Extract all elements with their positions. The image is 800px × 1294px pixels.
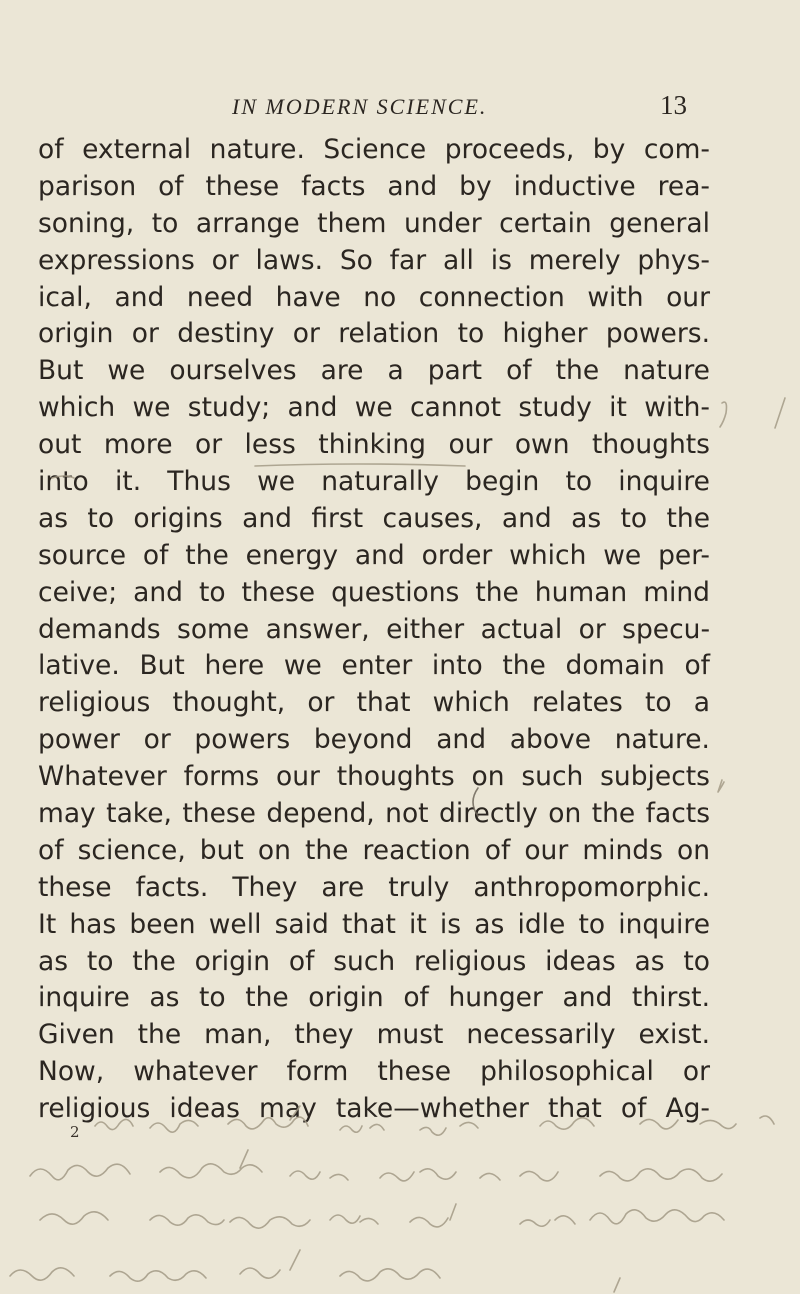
text-line: religious ideas may take—whether that of Ag- bbox=[38, 1093, 710, 1125]
text-line: parison of these facts and by inductive rea- bbox=[38, 170, 710, 202]
text-line: Given the man, they must necessarily exist. bbox=[38, 1019, 710, 1051]
text-line: ical, and need have no connection with our bbox=[38, 281, 710, 313]
text-line: It has been well said that it is as idle to inquire bbox=[38, 908, 710, 940]
text-line: into it. Thus we naturally begin to inquire bbox=[38, 466, 710, 498]
text-line: out more or less thinking our own thoughts bbox=[38, 429, 710, 461]
text-line: of science, but on the reaction of our minds on bbox=[38, 834, 710, 866]
text-line: may take, these depend, not directly on the facts bbox=[38, 798, 710, 830]
text-line: lative. But here we enter into the domain of bbox=[38, 650, 710, 682]
page-number: 13 bbox=[660, 90, 687, 120]
text-line: But we ourselves are a part of the nature bbox=[38, 355, 710, 387]
text-line: power or powers beyond and above nature. bbox=[38, 724, 710, 756]
text-line: these facts. They are truly anthropomorphic. bbox=[38, 871, 710, 903]
text-line: expressions or laws. So far all is merely phys- bbox=[38, 244, 710, 276]
text-line: ceive; and to these questions the human mind bbox=[38, 576, 710, 608]
text-line: inquire as to the origin of hunger and thirst. bbox=[38, 982, 710, 1014]
running-head: IN MODERN SCIENCE. bbox=[232, 94, 488, 119]
text-line: religious thought, or that which relates to a bbox=[38, 687, 710, 719]
text-line: of external nature. Science proceeds, by com- bbox=[38, 134, 710, 165]
text-line: Now, whatever form these philosophical or bbox=[38, 1056, 710, 1088]
text-line: origin or destiny or relation to higher powers. bbox=[38, 318, 710, 350]
text-line: as to the origin of such religious ideas as to bbox=[38, 945, 710, 977]
text-line: demands some answer, either actual or specu- bbox=[38, 613, 710, 645]
text-line: as to origins and first causes, and as to the bbox=[38, 502, 710, 534]
text-line: Whatever forms our thoughts on such subjects bbox=[38, 761, 710, 793]
signature-mark: 2 bbox=[70, 1123, 80, 1141]
text-line: source of the energy and order which we per- bbox=[38, 539, 710, 571]
text-line: which we study; and we cannot study it with- bbox=[38, 392, 710, 424]
body-text bbox=[38, 132, 710, 1128]
text-line: soning, to arrange them under certain general bbox=[38, 207, 710, 239]
